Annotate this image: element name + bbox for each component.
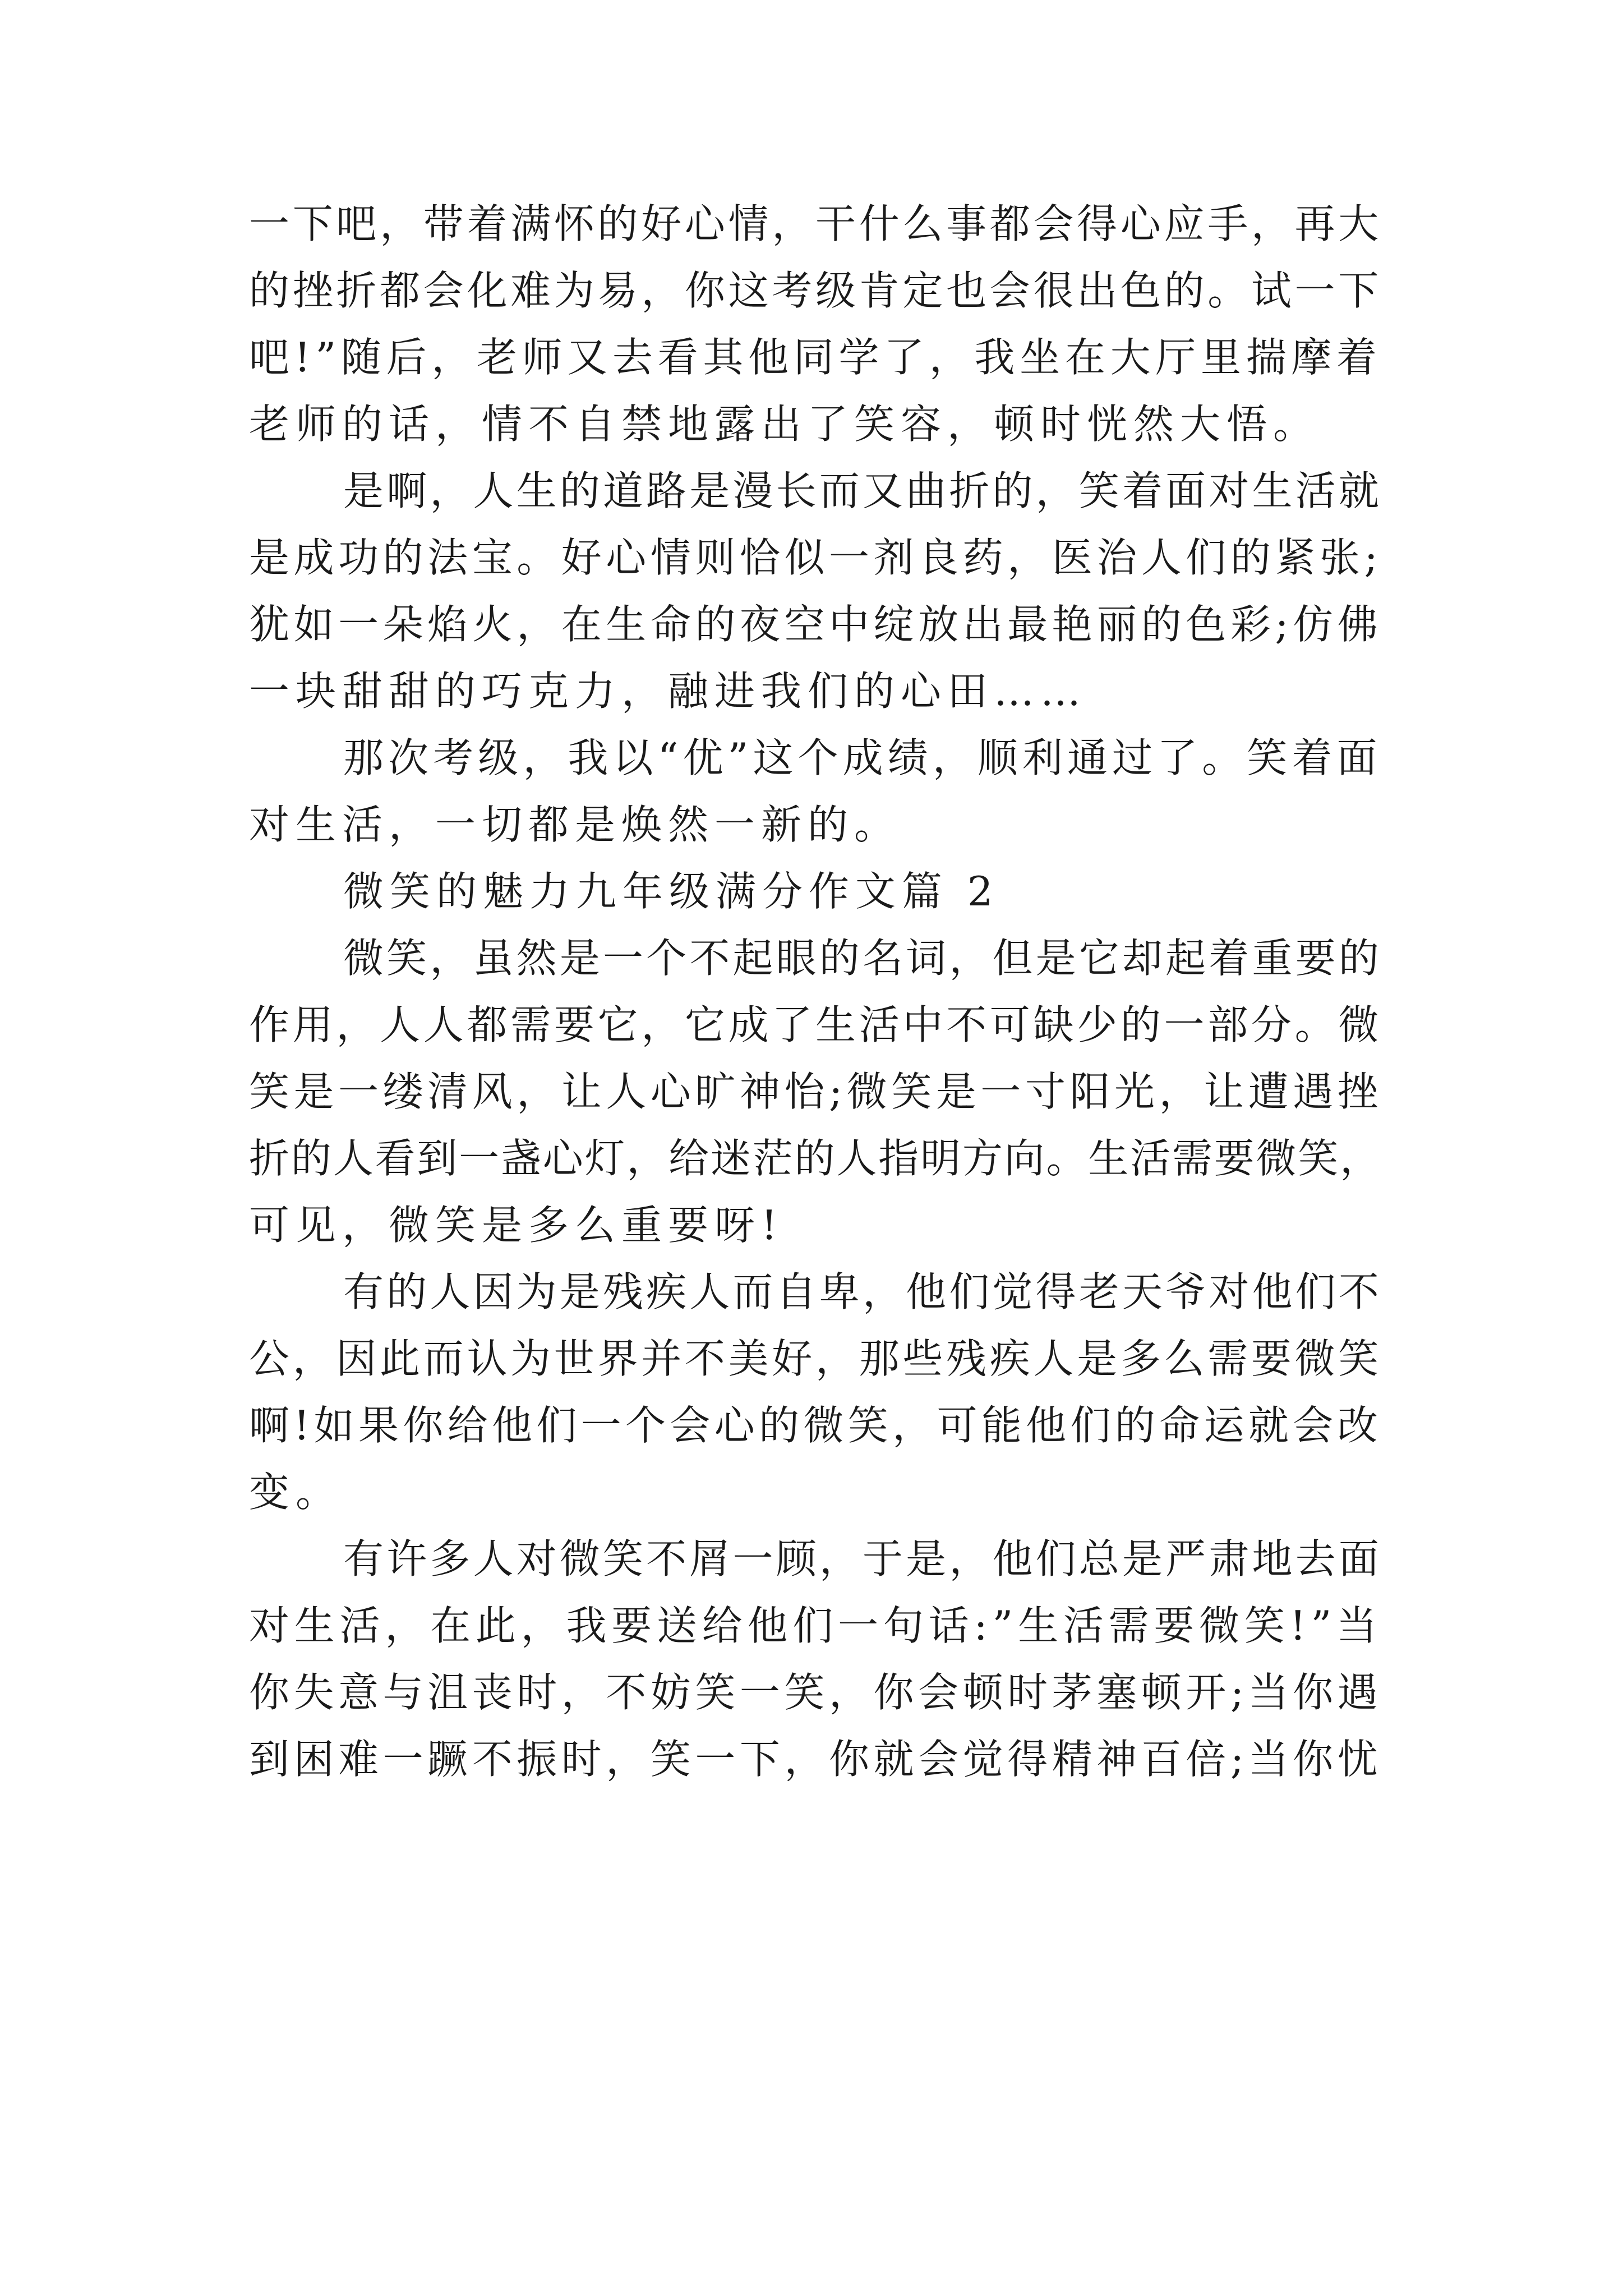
text-line: 是成功的法宝。好心情则恰似一剂良药，医治人们的紧张;: [249, 534, 1382, 581]
paragraph-first-line: 是啊，人生的道路是漫长而又曲折的，笑着面对生活就: [343, 467, 1382, 514]
paragraph-first-line: 微笑，虽然是一个不起眼的名词，但是它却起着重要的: [343, 935, 1382, 982]
text-line: 啊!如果你给他们一个会心的微笑，可能他们的命运就会改: [249, 1402, 1382, 1449]
text-line: 对生活，在此，我要送给他们一句话:”生活需要微笑!”当: [249, 1602, 1382, 1649]
text-line: 折的人看到一盏心灯，给迷茫的人指明方向。生活需要微笑，: [249, 1135, 1382, 1182]
text-line: 作用，人人都需要它，它成了生活中不可缺少的一部分。微: [249, 1001, 1382, 1048]
paragraph-first-line: 有的人因为是残疾人而自卑，他们觉得老天爷对他们不: [343, 1268, 1382, 1315]
text-line: 一块甜甜的巧克力，融进我们的心田……: [249, 668, 1087, 715]
text-line: 公，因此而认为世界并不美好，那些残疾人是多么需要微笑: [249, 1335, 1382, 1382]
section-heading: 微笑的魅力九年级满分作文篇 2: [343, 868, 999, 915]
paragraph-first-line: 有许多人对微笑不屑一顾，于是，他们总是严肃地去面: [343, 1535, 1382, 1582]
text-line: 一下吧，带着满怀的好心情，干什么事都会得心应手，再大: [249, 200, 1382, 247]
text-line: 到困难一蹶不振时，笑一下，你就会觉得精神百倍;当你忧: [249, 1736, 1382, 1783]
text-line: 吧!”随后，老师又去看其他同学了，我坐在大厅里揣摩着: [249, 334, 1382, 381]
text-line: 老师的话，情不自禁地露出了笑容，顿时恍然大悟。: [249, 401, 1320, 448]
text-line: 你失意与沮丧时，不妨笑一笑，你会顿时茅塞顿开;当你遇: [249, 1669, 1382, 1716]
text-line: 笑是一缕清风，让人心旷神怡;微笑是一寸阳光，让遭遇挫: [249, 1068, 1382, 1115]
text-line: 的挫折都会化难为易，你这考级肯定也会很出色的。试一下: [249, 267, 1382, 314]
text-line: 犹如一朵焰火，在生命的夜空中绽放出最艳丽的色彩;仿佛: [249, 601, 1382, 648]
paragraph-first-line: 那次考级，我以“优”这个成绩，顺利通过了。笑着面: [343, 734, 1382, 781]
text-line: 变。: [249, 1469, 343, 1516]
text-line: 对生活，一切都是焕然一新的。: [249, 801, 901, 848]
text-line: 可见，微笑是多么重要呀!: [249, 1202, 783, 1249]
document-body: [249, 191, 1382, 1793]
